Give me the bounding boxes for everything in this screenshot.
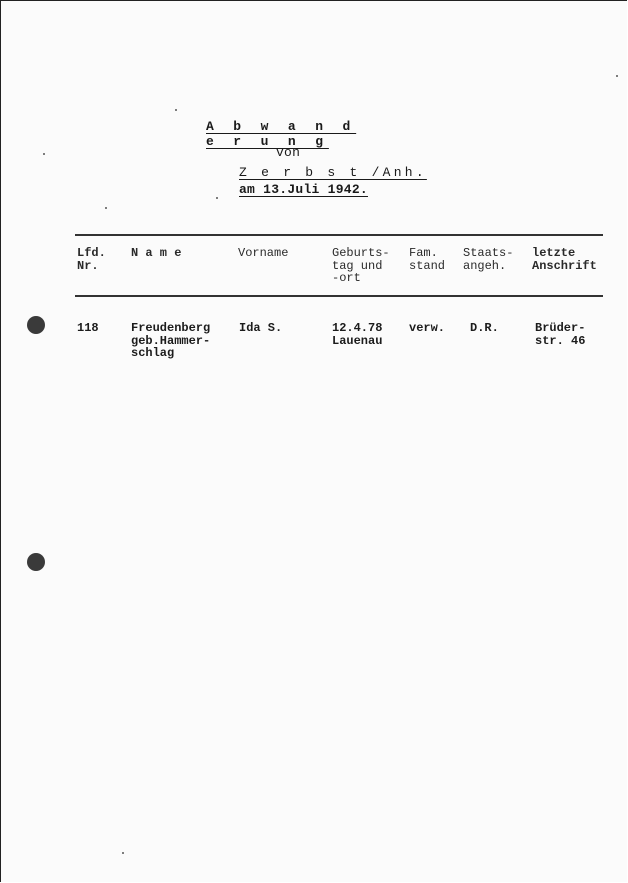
speck <box>43 153 45 155</box>
header-vorname: Vorname <box>238 246 289 260</box>
cell-staatsangeh: D.R. <box>470 321 499 335</box>
date-heading: am 13.Juli 1942. <box>239 182 368 197</box>
title-block <box>1 119 627 197</box>
header-famstand: Fam. stand <box>409 246 446 273</box>
cell-lfd-nr: 118 <box>77 321 99 335</box>
header-anschrift: letzte Anschrift <box>532 246 597 273</box>
table-top-rule <box>75 234 603 236</box>
speck <box>122 852 124 854</box>
punch-hole-bottom <box>27 553 45 571</box>
cell-famstand: verw. <box>409 321 446 335</box>
punch-hole-top <box>27 316 45 334</box>
speck <box>105 207 107 209</box>
header-geburt: Geburts- tag und -ort <box>332 246 390 285</box>
speck <box>216 197 218 199</box>
cell-geburt: 12.4.78 Lauenau <box>332 321 383 348</box>
from-word: von <box>276 145 301 160</box>
speck <box>175 109 177 111</box>
document-title: A b w a n d e r u n g <box>206 119 357 149</box>
table-header-rule <box>75 295 603 297</box>
header-lfd-nr: Lfd. Nr. <box>77 246 106 273</box>
header-name: N a m e <box>131 246 182 260</box>
cell-name: Freudenberg geb.Hammer- schlag <box>131 321 211 360</box>
cell-anschrift: Brüder- str. 46 <box>535 321 586 348</box>
header-staatsangeh: Staats- angeh. <box>463 246 514 273</box>
cell-vorname: Ida S. <box>239 321 283 335</box>
speck <box>616 75 618 77</box>
city-heading: Z e r b s t /Anh. <box>239 165 427 180</box>
